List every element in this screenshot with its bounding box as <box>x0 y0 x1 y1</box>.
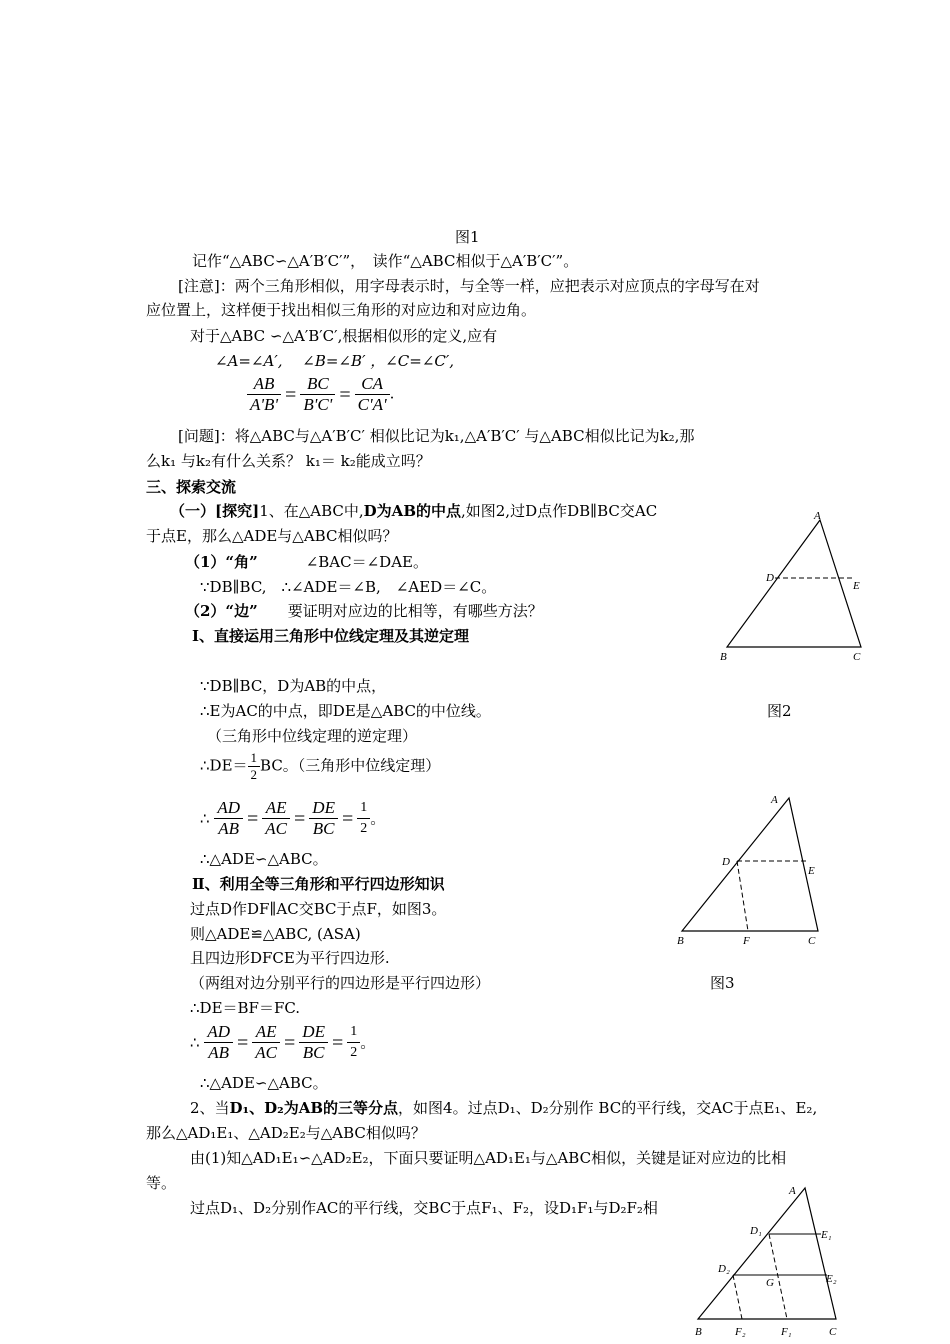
trisection-line-2: 那么△AD₁E₁、△AD₂E₂与△ABC相似吗？ <box>146 1124 426 1142</box>
explore-tag: （一）[探究] <box>170 502 260 520</box>
label-f2: F₂ <box>735 1326 746 1338</box>
method-1-heading: Ⅰ、直接运用三角形中位线定理及其逆定理 <box>192 627 470 645</box>
fraction <box>299 1022 328 1063</box>
method-2-step-3: 且四边形DFCE为平行四边形. <box>190 949 390 967</box>
part-angle <box>185 553 428 571</box>
question-line-1: [问题]：将△ABC与△A′B′C′ 相似比记为k₁,△A′B′C′ 与△ABC相似比记为k₂,那 <box>178 427 695 445</box>
step-4 <box>200 750 440 783</box>
numerator: DE <box>299 1022 328 1043</box>
ratio-equation-1: $\frac{AB}{A'B'}$ = $\frac{BC}{B'C'}$ = $\frac{CA}{C'A'}$ . <box>247 374 394 415</box>
ratio-equation-3: ∴ $\frac{AD}{AB}$ = $\frac{AE}{AC}$ = $\frac{DE}{BC}$ = $\frac{1}{2}$ 。 <box>190 1022 376 1062</box>
step-1: ∵DB∥BC，D为AB的中点， <box>200 677 387 695</box>
text: 2、当 <box>190 1099 230 1117</box>
figure-2-caption: 图2 <box>767 702 792 720</box>
conclusion-2: ∴△ADE∽△ABC。 <box>200 1074 328 1092</box>
trisection-line-4: 等。 <box>146 1174 177 1192</box>
fraction <box>309 798 338 839</box>
fraction <box>347 1022 360 1063</box>
bold-condition: D为AB的中点 <box>363 502 461 520</box>
part-side <box>185 602 543 620</box>
fraction <box>355 374 390 415</box>
denominator: 2 <box>350 1045 358 1060</box>
label-a: A <box>789 1185 796 1197</box>
ratio-equation-2: ∴ $\frac{AD}{AB}$ = $\frac{AE}{AC}$ = $\frac{DE}{BC}$ = $\frac{1}{2}$ 。 <box>200 798 386 838</box>
text: ∴DE＝ <box>200 756 248 775</box>
label-c: C <box>853 651 861 663</box>
method-2-step-2: 则△ADE≌△ABC, (ASA) <box>190 925 361 943</box>
denominator: 2 <box>360 821 368 836</box>
triangle-abc <box>682 798 818 931</box>
numerator: AB <box>247 374 281 395</box>
method-2-heading: Ⅱ、利用全等三角形和平行四边形知识 <box>192 875 445 893</box>
label-d1: D₁ <box>750 1225 762 1237</box>
denominator: BC <box>312 819 335 838</box>
trisection-line-5: 过点D₁、D₂分别作AC的平行线，交BC于点F₁、F₂，设D₁F₁与D₂F₂相 <box>190 1199 658 1217</box>
part-label: （1）“角” <box>185 553 258 571</box>
figure-1-caption: 图1 <box>455 228 480 246</box>
denominator: AC <box>265 819 288 838</box>
denominator: AB <box>218 819 240 838</box>
text: BC。（三角形中位线定理） <box>260 756 441 775</box>
label-e2: E₂ <box>826 1273 837 1285</box>
numerator: AD <box>214 798 243 819</box>
explore-line-1 <box>170 502 657 520</box>
segment-df <box>737 861 748 931</box>
label-d: D <box>722 856 730 868</box>
fraction <box>252 1022 280 1063</box>
denominator: A'B' <box>250 395 279 414</box>
trisection-line-1 <box>190 1099 817 1117</box>
label-f1: F₁ <box>781 1326 792 1338</box>
label-b: B <box>720 651 727 663</box>
angle-reason: ∵DB∥BC, ∴∠ADE＝∠B, ∠AED＝∠C。 <box>200 578 497 596</box>
text: ，如图4。过点D₁、D₂分别作 BC的平行线，交AC于点E₁、E₂, <box>398 1099 818 1117</box>
question-line-2: 么k₁ 与k₂有什么关系？ k₁＝ k₂能成立吗？ <box>146 452 431 470</box>
numerator: DE <box>309 798 338 819</box>
figure-4-diagram <box>690 1180 850 1344</box>
figure-3-caption: 图3 <box>710 974 735 992</box>
fraction-half <box>248 750 261 783</box>
denominator: 2 <box>250 767 258 782</box>
label-e: E <box>853 580 860 592</box>
note-line-1: [注意]：两个三角形相似，用字母表示时，与全等一样，应把表示对应顶点的字母写在对 <box>178 277 760 295</box>
fraction <box>214 798 243 839</box>
numerator: AE <box>252 1022 280 1043</box>
segment-d2f2 <box>733 1275 742 1319</box>
notation-line: 记作“△ABC∽△A′B′C′”， 读作“△ABC相似于△A′B′C′”。 <box>192 252 579 270</box>
label-b: B <box>677 935 684 947</box>
label-f: F <box>743 935 750 947</box>
numerator: 1 <box>347 1022 360 1043</box>
fraction <box>300 374 335 415</box>
label-e1: E₁ <box>821 1229 832 1241</box>
denominator: C'A' <box>357 395 387 414</box>
note-line-2: 应位置上，这样便于找出相似三角形的对应边和对应边角。 <box>146 301 537 319</box>
section-heading: 三、探索交流 <box>146 478 237 496</box>
denominator: AB <box>208 1043 230 1062</box>
denominator: B'C' <box>303 395 333 414</box>
label-g: G <box>766 1277 774 1289</box>
angle-equalities: ∠A=∠A′, ∠B=∠B′ ，∠C=∠C′, <box>215 352 455 370</box>
method-2-step-1: 过点D作DF∥AC交BC于点F，如图3。 <box>190 900 447 918</box>
conclusion-1: ∴△ADE∽△ABC。 <box>200 850 328 868</box>
text: ∠BAC＝∠DAE。 <box>305 553 428 571</box>
label-e: E <box>808 865 815 877</box>
label-b: B <box>695 1326 702 1338</box>
label-a: A <box>814 510 821 522</box>
figure-3-diagram <box>672 790 832 950</box>
figure-2-diagram <box>715 505 875 665</box>
fraction <box>357 798 370 839</box>
numerator: 1 <box>357 798 370 819</box>
therefore-sign: ∴ <box>190 1033 200 1052</box>
part-label: （2）“边” <box>185 602 258 620</box>
period: 。 <box>370 809 386 828</box>
therefore-sign: ∴ <box>200 809 210 828</box>
fraction <box>247 374 281 415</box>
period: 。 <box>360 1033 376 1052</box>
period: . <box>389 384 395 403</box>
method-2-step-4: （两组对边分别平行的四边形是平行四边形） <box>190 974 491 992</box>
trisection-line-3: 由(1)知△AD₁E₁∽△AD₂E₂，下面只要证明△AD₁E₁与△ABC相似，关键是证对应边的比相 <box>190 1149 787 1167</box>
fraction <box>204 1022 233 1063</box>
step-3: （三角形中位线定理的逆定理） <box>207 727 418 745</box>
numerator: CA <box>355 374 390 395</box>
method-2-step-5: ∴DE＝BF＝FC. <box>190 999 301 1017</box>
text: 1、在△ABC中, <box>259 502 364 520</box>
numerator: BC <box>300 374 335 395</box>
numerator: AE <box>262 798 290 819</box>
denominator: BC <box>302 1043 325 1062</box>
label-c: C <box>808 935 816 947</box>
triangle-abc <box>727 520 861 647</box>
bold-condition: D₁、D₂为AB的三等分点 <box>229 1099 399 1117</box>
step-2: ∴E为AC的中点，即DE是△ABC的中位线。 <box>200 702 491 720</box>
fraction <box>262 798 290 839</box>
label-d: D <box>766 572 774 584</box>
explore-line-2: 于点E，那么△ADE与△ABC相似吗？ <box>146 527 398 545</box>
numerator: AD <box>204 1022 233 1043</box>
denominator: AC <box>255 1043 278 1062</box>
definition-line: 对于△ABC ∽△A′B′C′,根据相似形的定义,应有 <box>190 327 498 345</box>
numerator: 1 <box>248 750 261 767</box>
text: 要证明对应边的比相等，有哪些方法？ <box>287 602 543 620</box>
label-a: A <box>771 794 778 806</box>
text: ,如图2,过D点作DB∥BC交AC <box>461 502 658 520</box>
label-c: C <box>829 1326 837 1338</box>
triangle-abc <box>698 1188 836 1319</box>
label-d2: D₂ <box>718 1263 730 1275</box>
